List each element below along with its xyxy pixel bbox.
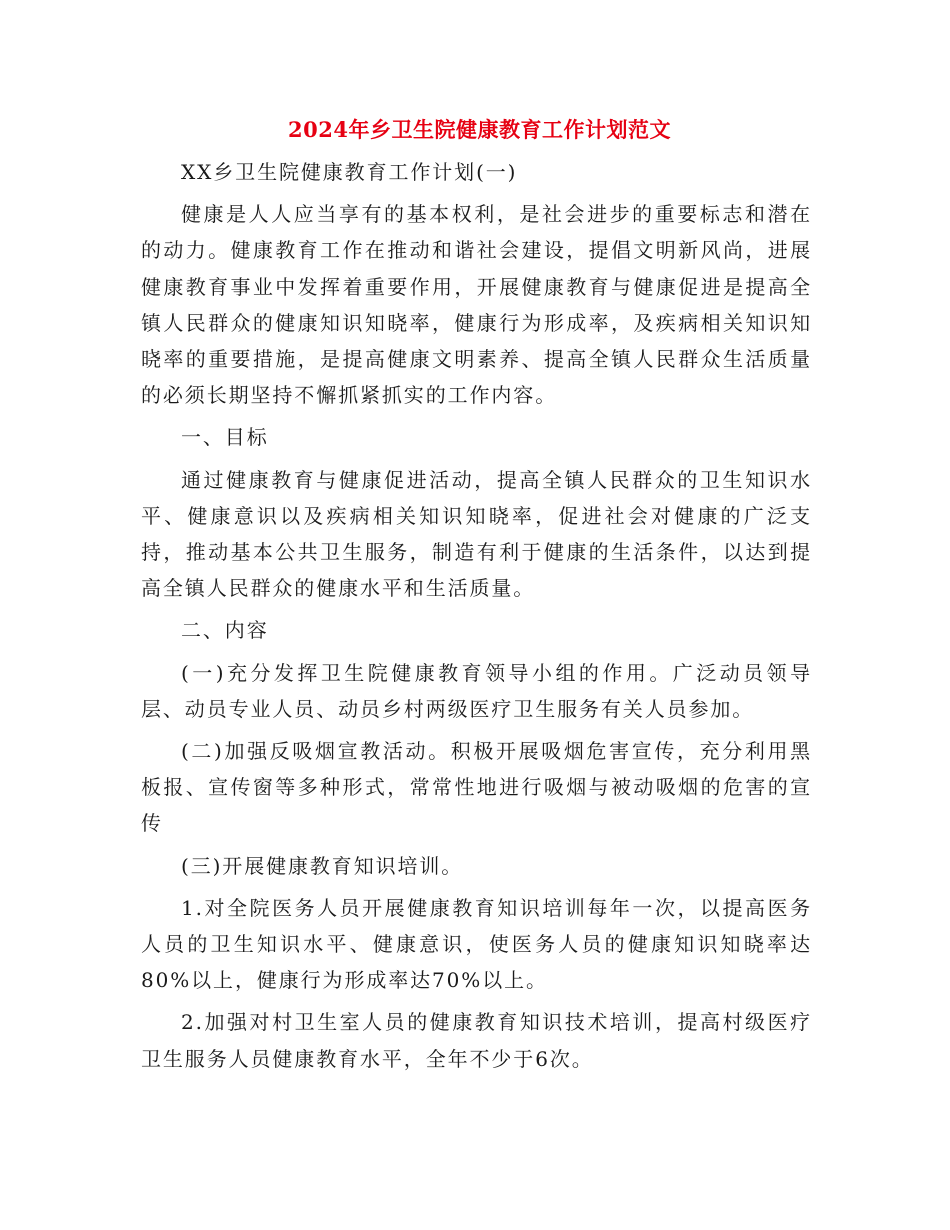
paragraph-content-3: (三)开展健康教育知识培训。: [181, 853, 464, 878]
section-heading-plan: XX乡卫生院健康教育工作计划(一): [181, 160, 518, 184]
paragraph-training-1: 1.对全院医务人员开展健康教育知识培训每年一次，以提高医务人员的卫生知识水平、健康意识，使医务人员的健康知识知晓率达80%以上，健康行为形成率达70%以上。: [141, 895, 812, 993]
paragraph-goals: 通过健康教育与健康促进活动，提高全镇人民群众的卫生知识水平、健康意识以及疾病相关知识知晓率，促进社会对健康的广泛支持，推动基本公共卫生服务，制造有利于健康的生活条件，以达到提高全镇人民群众的健康水平和生活质量。: [141, 467, 812, 601]
paragraph-intro: 健康是人人应当享有的基本权利，是社会进步的重要标志和潜在的动力。健康教育工作在推动和谐社会建设，提倡文明新风尚，进展健康教育事业中发挥着重要作用，开展健康教育与健康促进是提高全镇人民群众的健康知识知晓率，健康行为形成率，及疾病相关知识知晓率的重要措施，是提高健康文明素养、提高全镇人民群众生活质量的必须长期坚持不懈抓紧抓实的工作内容。: [141, 202, 812, 408]
paragraph-training-2: 2.加强对村卫生室人员的健康教育知识技术培训，提高村级医疗卫生服务人员健康教育水平，全年不少于6次。: [141, 1010, 812, 1071]
section-heading-content: 二、内容: [181, 618, 269, 643]
document-title: 2024年乡卫生院健康教育工作计划范文: [288, 117, 671, 142]
document-body: [141, 154, 812, 1077]
section-heading-goals: 一、目标: [181, 425, 269, 450]
paragraph-content-1: (一)充分发挥卫生院健康教育领导小组的作用。广泛动员领导层、动员专业人员、动员乡村两级医疗卫生服务有关人员参加。: [141, 660, 812, 721]
paragraph-content-2: (二)加强反吸烟宣教活动。积极开展吸烟危害宣传，充分利用黑板报、宣传窗等多种形式，常常性地进行吸烟与被动吸烟的危害的宣传: [141, 739, 812, 836]
